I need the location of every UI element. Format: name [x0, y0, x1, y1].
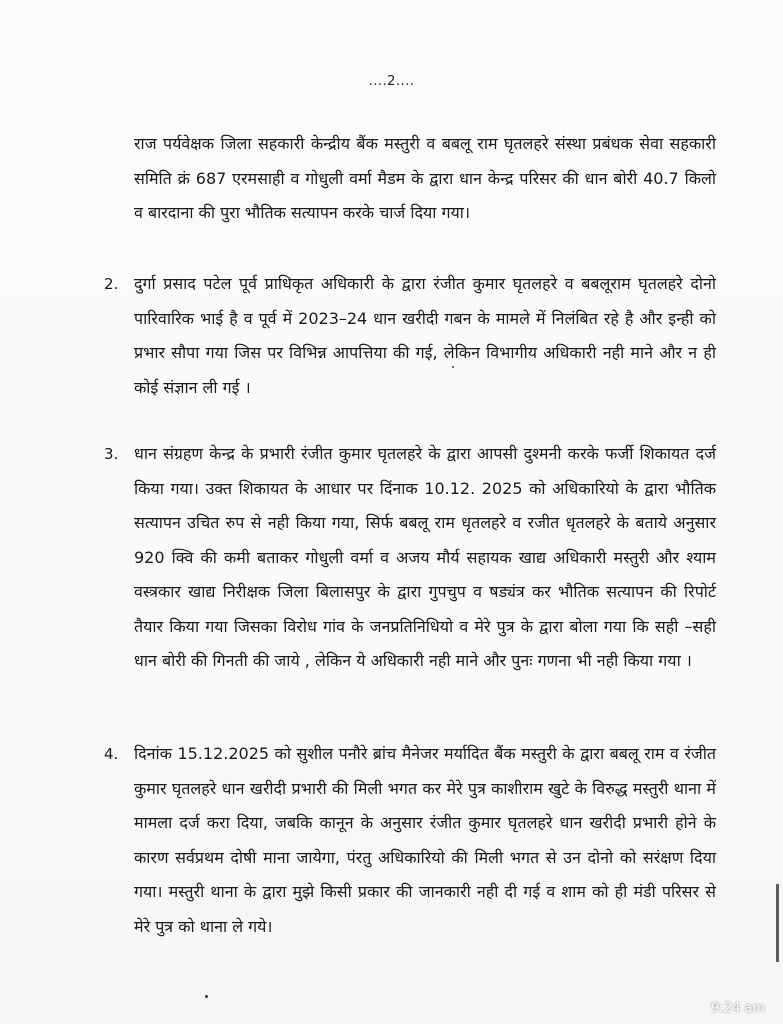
paper-speck [452, 366, 454, 368]
page-edge-mark [776, 884, 779, 962]
paper-speck [205, 995, 208, 998]
status-time: 9:24 am [711, 1001, 765, 1016]
list-item-number: 2. [104, 275, 119, 293]
list-item-number: 4. [104, 745, 119, 763]
intro-paragraph: राज पर्यवेक्षक जिला सहकारी केन्द्रीय बैंक मस्तुरी व बबलू राम घृतलहरे संस्था प्रबंधक सेवा सहकारी समिति क्रं 687 एरमसाही व गोधुली वर्मा मैडम के द्वारा धान केन्द्र परिसर की धान बोरी 40.7 किलो व बारदाना की पुरा भौतिक सत्यापन करके चार्ज दिया गया। [134, 134, 716, 222]
list-item-text: दुर्गा प्रसाद पटेल पूर्व प्राधिकृत अधिकारी के द्वारा रंजीत कुमार घृतलहरे व बबलूराम घृतलहरे दोनो पारिवारिक भाई है व पूर्व में 2023–24 धान खरीदी गबन के मामले में निलंबित रहे है और इन्ही को प्रभार सौपा गया जिस पर विभिन्न आपत्तिया की गई, लेकिन विभागीय अधिकारी नही माने और न ही कोई संज्ञान ली गई । [134, 274, 716, 397]
list-item-text: दिनांक 15.12.2025 को सुशील पनौरे ब्रांच मैनेजर मर्यादित बैंक मस्तुरी के द्वारा बबलू राम व रंजीत कुमार घृतलहरे धान खरीदी प्रभारी की मिली भगत कर मेरे पुत्र काशीराम खुटे के विरुद्ध मस्तुरी थाना में मामला दर्ज करा दिया, जबकि कानून के अनुसार रंजीत कुमार घृतलहरे धान खरीदी प्रभारी होने के कारण सर्वप्रथम दोषी माना जायेगा, पंरतु अधिकारियो की मिली भगत से उन दोनो को सरंक्षण दिया गया। मस्तुरी थाना के द्वारा मुझे किसी प्रकार की जानकारी नही दी गई व शाम को ही मंडी परिसर से मेरे पुत्र को थाना ले गये। [134, 744, 716, 936]
page-number: ....2.... [368, 74, 415, 89]
list-item-text: धान संग्रहण केन्द्र के प्रभारी रंजीत कुमार घृतलहरे के द्वारा आपसी दुश्मनी करके फर्जी शिकायत दर्ज किया गया। उक्त शिकायत के आधार पर दिंनाक 10.12. 2025 को अधिकारियो के द्वारा भौतिक सत्यापन उचित रुप से नही किया गया, सिर्फ बबलू राम धृतलहरे व रजीत धृतलहरे के बताये अनुसार 920 क्वि की कमी बताकर गोधुली वर्मा व अजय मौर्य सहायक खाद्य अधिकारी मस्तुरी और श्याम वस्त्रकार खाद्य निरीक्षक जिला बिलासपुर के द्वारा गुपचुप व षड्यंत्र कर भौतिक सत्यापन की रिपोर्ट तैयार किया गया जिसका विरोध गांव के जनप्रतिनिधियो व मेरे पुत्र के द्वारा बोला गया कि सही –सही धान बोरी की गिनती की जाये , लेकिन ये अधिकारी नही माने और पुनः गणना भी नही किया गया । [134, 444, 716, 670]
list-item-number: 3. [104, 445, 119, 463]
